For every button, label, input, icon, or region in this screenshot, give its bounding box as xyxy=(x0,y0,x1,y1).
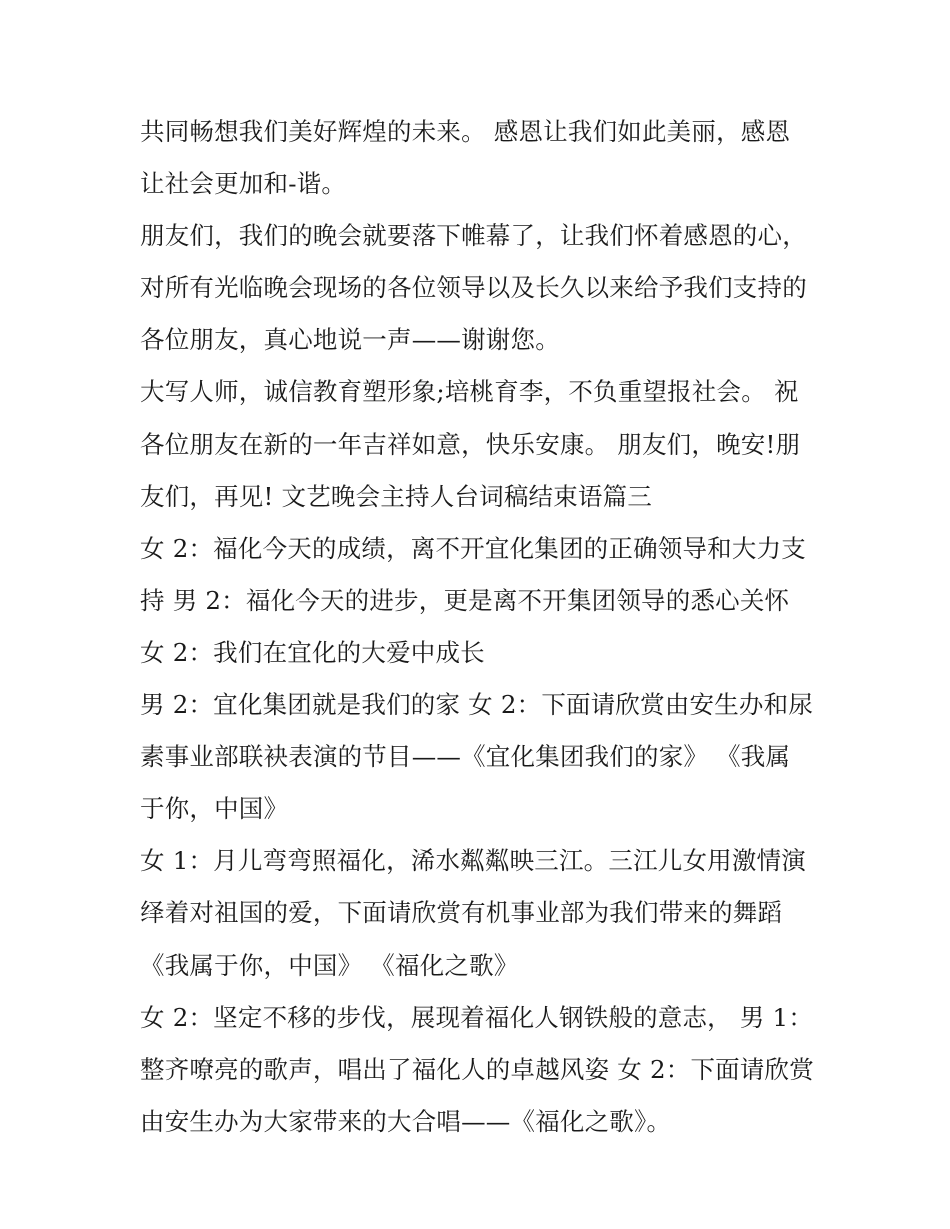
text-line: 整齐嘹亮的歌声，唱出了福化人的卓越风姿 女 2：下面请欣赏 xyxy=(140,1054,814,1084)
text-line: 女 1：月儿弯弯照福化，浠水粼粼映三江。三江儿女用激情演 xyxy=(140,846,806,876)
text-line: 女 2：我们在宜化的大爱中成长 xyxy=(140,637,485,667)
text-line: 各位朋友在新的一年吉祥如意，快乐安康。 朋友们，晚安!朋 xyxy=(140,429,801,459)
text-line: 女 2：福化今天的成绩，离不开宜化集团的正确领导和大力支 xyxy=(140,533,806,563)
text-line: 持 男 2：福化今天的进步，更是离不开集团领导的悉心关怀 xyxy=(140,585,790,615)
text-line: 共同畅想我们美好辉煌的未来。 感恩让我们如此美丽，感恩 xyxy=(140,117,791,146)
text-line: 各位朋友，真心地说一声——谢谢您。 xyxy=(140,325,560,355)
text-line: 对所有光临晚会现场的各位领导以及长久以来给予我们支持的 xyxy=(140,273,807,303)
text-line: 朋友们，我们的晚会就要落下帷幕了，让我们怀着感恩的心， xyxy=(140,221,807,251)
text-line: 友们，再见! 文艺晚会主持人台词稿结束语篇三 xyxy=(140,481,653,511)
text-line: 绎着对祖国的爱，下面请欣赏有机事业部为我们带来的舞蹈 xyxy=(140,898,783,928)
text-line: 《我属于你，中国》 《福化之歌》 xyxy=(140,950,519,980)
text-line: 于你，中国》 xyxy=(140,794,289,824)
text-line: 素事业部联袂表演的节目——《宜化集团我们的家》 《我属 xyxy=(140,742,791,772)
text-line: 让社会更加和-谐。 xyxy=(140,169,347,199)
text-line: 大写人师，诚信教育塑形象;培桃育李，不负重望报社会。 祝 xyxy=(140,377,799,407)
text-line: 由安生办为大家带来的大合唱——《福化之歌》。 xyxy=(140,1106,672,1136)
document-body xyxy=(140,106,820,1148)
text-line: 女 2：坚定不移的步伐，展现着福化人钢铁般的意志， 男 1： xyxy=(140,1002,814,1032)
text-line: 男 2：宜化集团就是我们的家 女 2：下面请欣赏由安生办和尿 xyxy=(140,690,814,720)
